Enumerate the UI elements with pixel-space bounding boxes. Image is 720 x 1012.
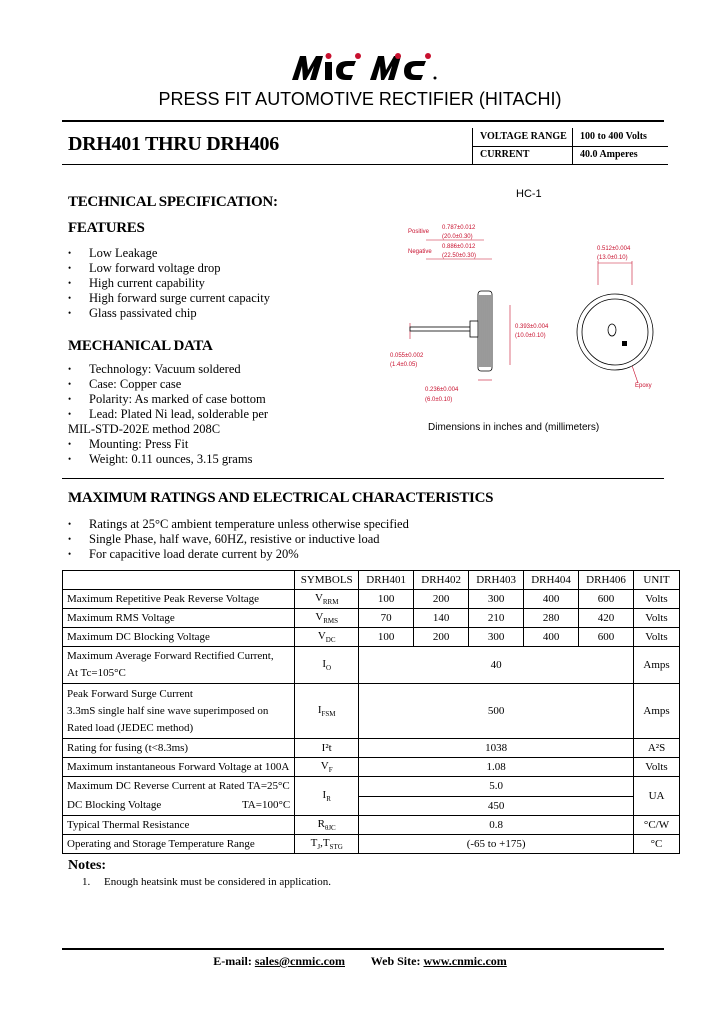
list-item: • Mounting: Press Fit bbox=[68, 437, 268, 452]
dim-lead-mm: (1.4±0.05) bbox=[390, 362, 418, 368]
row-label-line: At Tc=105°C bbox=[67, 667, 126, 679]
list-item: • Case: Copper case bbox=[68, 377, 268, 392]
value-cell: 1.08 bbox=[359, 758, 634, 777]
row-label-line: TA=100°C bbox=[241, 799, 291, 811]
symbol-sub: F bbox=[328, 766, 333, 775]
company-logo bbox=[290, 50, 440, 82]
table-row bbox=[63, 628, 680, 647]
header-cell: UNIT bbox=[634, 571, 680, 590]
table-row bbox=[63, 777, 680, 797]
features-list bbox=[68, 246, 270, 321]
symbol: V bbox=[317, 629, 326, 642]
part-number-range: DRH401 THRU DRH406 bbox=[68, 133, 279, 155]
row-label: Maximum RMS Voltage bbox=[63, 609, 295, 628]
symbol-cell: I²t bbox=[295, 739, 359, 758]
symbol-cell bbox=[295, 590, 359, 609]
unit-cell: Amps bbox=[634, 684, 680, 739]
dim-len-in: 0.236±0.004 bbox=[425, 387, 459, 393]
table-cell bbox=[63, 571, 295, 590]
symbol: ,T bbox=[320, 836, 330, 849]
ratings-table bbox=[62, 570, 680, 854]
unit-cell: Volts bbox=[634, 758, 680, 777]
dim-body-mm: (10.0±0.10) bbox=[515, 333, 546, 339]
row-label-line: Rated load (JEDEC method) bbox=[67, 721, 194, 734]
value-cell: 200 bbox=[414, 628, 469, 647]
symbol: I bbox=[317, 703, 322, 716]
symbol-cell bbox=[295, 684, 359, 739]
value-cell: 300 bbox=[469, 628, 524, 647]
symbol-sub: RRM bbox=[322, 598, 339, 607]
section-divider bbox=[62, 478, 664, 479]
symbol-cell bbox=[295, 777, 359, 816]
epoxy-marker bbox=[622, 341, 627, 346]
dim-pos-in: 0.787±0.012 bbox=[442, 225, 476, 231]
note-item: 1. Enough heatsink must be considered in application. bbox=[82, 876, 331, 888]
value-cell: 600 bbox=[579, 628, 634, 647]
notes-heading: Notes: bbox=[68, 858, 107, 873]
voltage-range-label: VOLTAGE RANGE bbox=[480, 131, 567, 142]
row-label bbox=[63, 647, 295, 684]
unit-cell: Volts bbox=[634, 609, 680, 628]
symbol-sub: O bbox=[326, 664, 332, 673]
document-title: PRESS FIT AUTOMOTIVE RECTIFIER (HITACHI) bbox=[158, 89, 562, 109]
header-divider bbox=[62, 164, 664, 165]
value-cell: 280 bbox=[524, 609, 579, 628]
footer bbox=[0, 954, 720, 969]
dim-neg-in: 0.886±0.012 bbox=[442, 244, 476, 250]
symbol-sub: FSM bbox=[321, 710, 336, 719]
symbol-cell bbox=[295, 647, 359, 684]
row-label bbox=[63, 777, 295, 816]
table-row bbox=[63, 647, 680, 684]
list-item: • Lead: Plated Ni lead, solderable per bbox=[68, 407, 268, 422]
value-cell: 100 bbox=[359, 590, 414, 609]
value-cell: 300 bbox=[469, 590, 524, 609]
value-cell: 500 bbox=[359, 684, 634, 739]
value-cell: 140 bbox=[414, 609, 469, 628]
dimensions-caption: Dimensions in inches and (millimeters) bbox=[428, 422, 600, 433]
website-label: Web Site: bbox=[370, 954, 421, 968]
value-cell: 0.8 bbox=[359, 816, 634, 835]
value-cell: 400 bbox=[524, 628, 579, 647]
mechanical-heading: MECHANICAL DATA bbox=[68, 338, 213, 354]
symbol-cell bbox=[295, 835, 359, 854]
unit-cell: °C/W bbox=[634, 816, 680, 835]
symbol-sub: RMS bbox=[323, 617, 339, 626]
row-label: Maximum DC Blocking Voltage bbox=[63, 628, 295, 647]
voltage-range-value: 100 to 400 Volts bbox=[580, 131, 647, 142]
value-cell: 40 bbox=[359, 647, 634, 684]
value-cell: 200 bbox=[414, 590, 469, 609]
website-link[interactable]: www.cnmic.com bbox=[423, 954, 507, 968]
unit-cell: UA bbox=[634, 777, 680, 816]
value-cell: (-65 to +175) bbox=[359, 835, 634, 854]
symbol-cell bbox=[295, 816, 359, 835]
header-cell: DRH401 bbox=[359, 571, 414, 590]
value-cell: 210 bbox=[469, 609, 524, 628]
symbol-sub: DC bbox=[325, 636, 336, 645]
row-label-line: 3.3mS single half sine wave superimposed on bbox=[67, 704, 269, 717]
header-cell: DRH406 bbox=[579, 571, 634, 590]
symbol: V bbox=[315, 610, 324, 623]
unit-cell: Volts bbox=[634, 628, 680, 647]
symbol-sub: STG bbox=[329, 843, 343, 852]
table-row bbox=[63, 758, 680, 777]
header-cell: DRH404 bbox=[524, 571, 579, 590]
spec-box bbox=[472, 128, 668, 164]
symbol: I bbox=[322, 657, 326, 670]
list-item: • Low forward voltage drop bbox=[68, 261, 270, 276]
row-label-line: Maximum Average Forward Rectified Current, bbox=[67, 650, 274, 662]
current-label: CURRENT bbox=[480, 149, 530, 160]
mechanical-list bbox=[68, 362, 268, 467]
row-label: Maximum Repetitive Peak Reverse Voltage bbox=[63, 590, 295, 609]
row-label bbox=[63, 684, 295, 739]
value-cell: 450 bbox=[359, 796, 634, 816]
dim-body-in: 0.393±0.004 bbox=[515, 324, 549, 330]
list-item: • For capacitive load derate current by 20% bbox=[68, 547, 409, 562]
table-row bbox=[63, 590, 680, 609]
ratings-heading: MAXIMUM RATINGS AND ELECTRICAL CHARACTERISTICS bbox=[68, 490, 494, 506]
symbol-sub: θJC bbox=[324, 824, 336, 833]
list-item: • Glass passivated chip bbox=[68, 306, 270, 321]
symbol: V bbox=[320, 759, 329, 772]
value-cell: 600 bbox=[579, 590, 634, 609]
dim-dia-in: 0.512±0.004 bbox=[597, 246, 631, 252]
dim-dia-mm: (13.0±0.10) bbox=[597, 255, 628, 261]
header-cell: DRH402 bbox=[414, 571, 469, 590]
symbol-cell bbox=[295, 758, 359, 777]
row-label: Maximum instantaneous Forward Voltage at 100A bbox=[63, 758, 295, 777]
unit-cell: Volts bbox=[634, 590, 680, 609]
epoxy-label: Epoxy bbox=[635, 383, 652, 389]
header-cell: DRH403 bbox=[469, 571, 524, 590]
email-link[interactable]: sales@cnmic.com bbox=[254, 954, 345, 968]
list-item: • Ratings at 25°C ambient temperature unless otherwise specified bbox=[68, 517, 409, 532]
tech-spec-heading: TECHNICAL SPECIFICATION: bbox=[68, 194, 278, 210]
value-cell: 400 bbox=[524, 590, 579, 609]
row-label: Rating for fusing (t<8.3ms) bbox=[63, 739, 295, 758]
dim-lead-in: 0.055±0.002 bbox=[390, 353, 424, 359]
symbol-cell bbox=[295, 609, 359, 628]
dim-pos-mm: (20.0±0.30) bbox=[442, 234, 473, 240]
list-item: • Technology: Vacuum soldered bbox=[68, 362, 268, 377]
dim-neg-mm: (22.50±0.30) bbox=[442, 253, 476, 259]
symbol-cell bbox=[295, 628, 359, 647]
features-heading: FEATURES bbox=[68, 220, 145, 236]
row-label-line: DC Blocking Voltage bbox=[67, 799, 162, 811]
dim-len-mm: (6.0±0.10) bbox=[425, 397, 453, 403]
table-row bbox=[63, 835, 680, 854]
email-label: E-mail: bbox=[213, 954, 252, 968]
table-row bbox=[63, 739, 680, 758]
list-item: • Polarity: As marked of case bottom bbox=[68, 392, 268, 407]
title-divider bbox=[62, 120, 664, 122]
list-item: • Low Leakage bbox=[68, 246, 270, 261]
package-name: HC-1 bbox=[516, 188, 542, 200]
footer-divider bbox=[62, 948, 664, 950]
symbol: T bbox=[310, 836, 318, 849]
symbol-sub: R bbox=[326, 795, 331, 804]
value-cell: 100 bbox=[359, 628, 414, 647]
value-cell: 5.0 bbox=[359, 777, 634, 797]
symbol: V bbox=[314, 591, 323, 604]
table-row bbox=[63, 816, 680, 835]
list-item: • High current capability bbox=[68, 276, 270, 291]
table-row bbox=[63, 684, 680, 739]
ratings-notes-list bbox=[68, 517, 409, 562]
value-cell: 1038 bbox=[359, 739, 634, 758]
table-row bbox=[63, 609, 680, 628]
list-item: • High forward surge current capacity bbox=[68, 291, 270, 306]
current-value: 40.0 Amperes bbox=[580, 149, 638, 160]
value-cell: 420 bbox=[579, 609, 634, 628]
list-item-continuation bbox=[68, 422, 268, 437]
list-item: • Single Phase, half wave, 60HZ, resistive or inductive load bbox=[68, 532, 409, 547]
unit-cell: Amps bbox=[634, 647, 680, 684]
negative-label: Negative bbox=[408, 249, 432, 255]
unit-cell: °C bbox=[634, 835, 680, 854]
value-cell: 70 bbox=[359, 609, 414, 628]
list-item: • Weight: 0.11 ounces, 3.15 grams bbox=[68, 452, 268, 467]
table-header-row bbox=[63, 571, 680, 590]
lead-continuation: MIL-STD-202E method 208C bbox=[68, 422, 221, 436]
symbol-sub: J bbox=[317, 843, 321, 852]
positive-label: Positive bbox=[408, 229, 430, 235]
header-cell: SYMBOLS bbox=[295, 571, 359, 590]
unit-cell: A²S bbox=[634, 739, 680, 758]
row-label-line: Peak Forward Surge Current bbox=[67, 687, 193, 700]
row-label: Operating and Storage Temperature Range bbox=[63, 835, 295, 854]
row-label: Typical Thermal Resistance bbox=[63, 816, 295, 835]
package-diagram bbox=[380, 215, 680, 415]
row-label-line: Maximum DC Reverse Current at Rated TA=25°C bbox=[67, 780, 290, 792]
symbol: I bbox=[322, 788, 327, 801]
symbol: R bbox=[317, 817, 325, 830]
